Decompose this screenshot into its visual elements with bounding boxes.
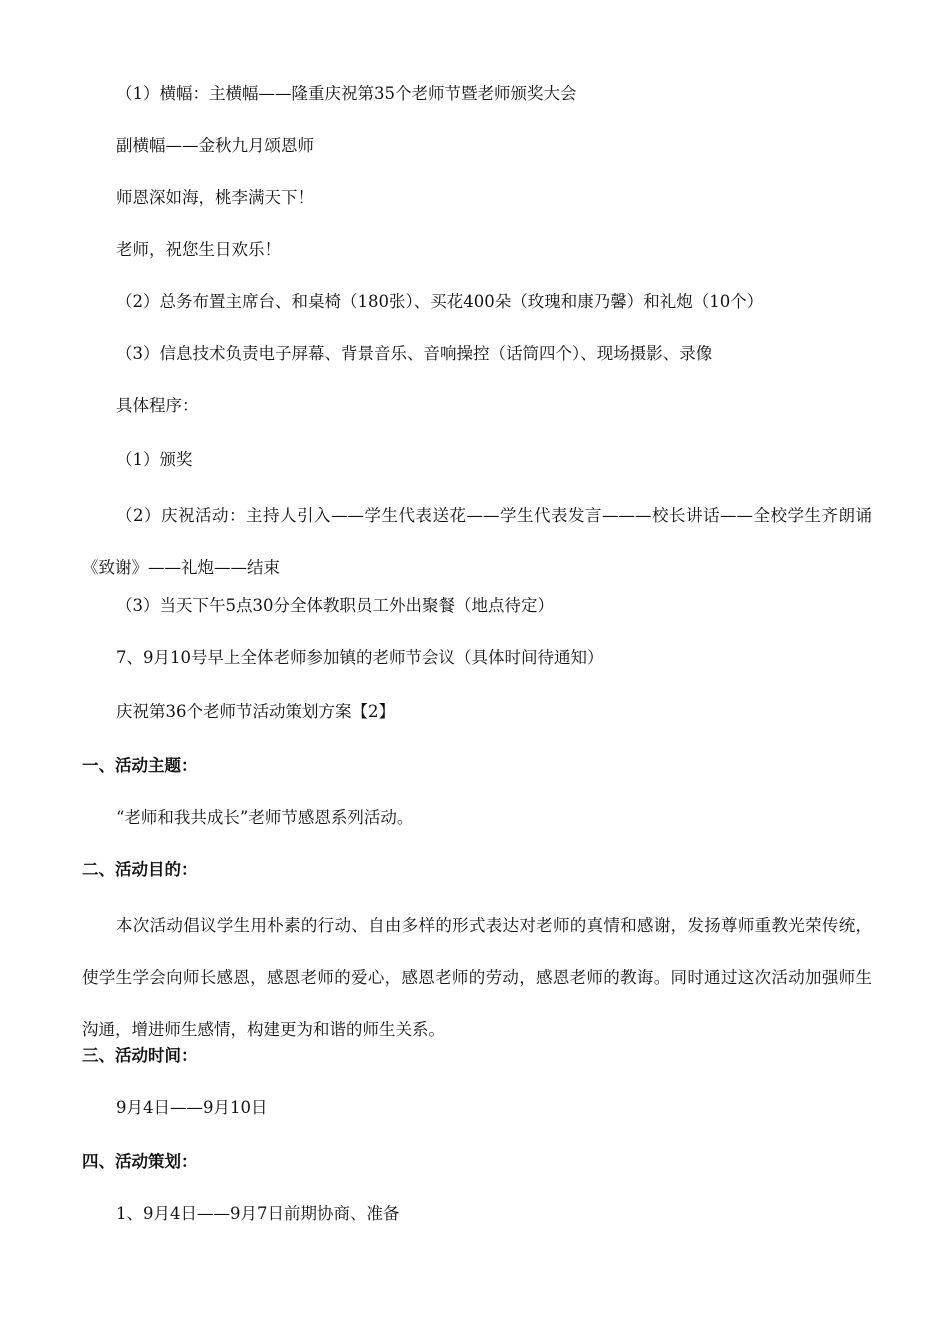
purpose-text: 本次活动倡议学生用朴素的行动、自由多样的形式表达对老师的真情和感谢，发扬尊师重教光荣传统，使学生学会向师长感恩，感恩老师的爱心，感恩老师的劳动，感恩老师的教诲。同时通过这次活动加强师生沟通，增进师生感情，构建更为和谐的师生关系。 xyxy=(82,916,872,1039)
banner-line: （1）横幅：主横幅——隆重庆祝第35个老师节暨老师颁奖大会 xyxy=(116,84,577,103)
slogan-line-1: 师恩深如海，桃李满天下！ xyxy=(116,188,314,207)
program-item-2: （2）庆祝活动：主持人引入——学生代表送花——学生代表发言———校长讲话——全校学生齐朗诵《致谢》——礼炮——结束 xyxy=(82,506,872,577)
section-heading-planning: 四、活动策划： xyxy=(82,1152,198,1171)
plan-title: 庆祝第36个老师节活动策划方案【2】 xyxy=(116,702,395,721)
section-heading-theme: 一、活动主题： xyxy=(82,756,198,775)
it-support-line: （3）信息技术负责电子屏幕、背景音乐、音响操控（话筒四个）、现场摄影、录像 xyxy=(116,344,713,363)
theme-text: “老师和我共成长”老师节感恩系列活动。 xyxy=(116,808,414,827)
meeting-line: 7、9月10号早上全体老师参加镇的老师节会议（具体时间待通知） xyxy=(116,648,604,667)
general-affairs-line: （2）总务布置主席台、和桌椅（180张）、买花400朵（玫瑰和康乃馨）和礼炮（10个） xyxy=(116,292,764,311)
program-label: 具体程序： xyxy=(116,396,199,415)
planning-item-1: 1、9月4日——9月7日前期协商、准备 xyxy=(116,1204,400,1223)
time-text: 9月4日——9月10日 xyxy=(116,1098,268,1117)
section-heading-time: 三、活动时间： xyxy=(82,1046,198,1065)
sub-banner-line: 副横幅——金秋九月颂恩师 xyxy=(116,136,314,155)
program-item-3: （3）当天下午5点30分全体教职员工外出聚餐（地点待定） xyxy=(116,596,554,615)
section-heading-purpose: 二、活动目的： xyxy=(82,860,198,879)
program-item-1: （1）颁奖 xyxy=(116,450,193,469)
slogan-line-2: 老师，祝您生日欢乐！ xyxy=(116,240,281,259)
